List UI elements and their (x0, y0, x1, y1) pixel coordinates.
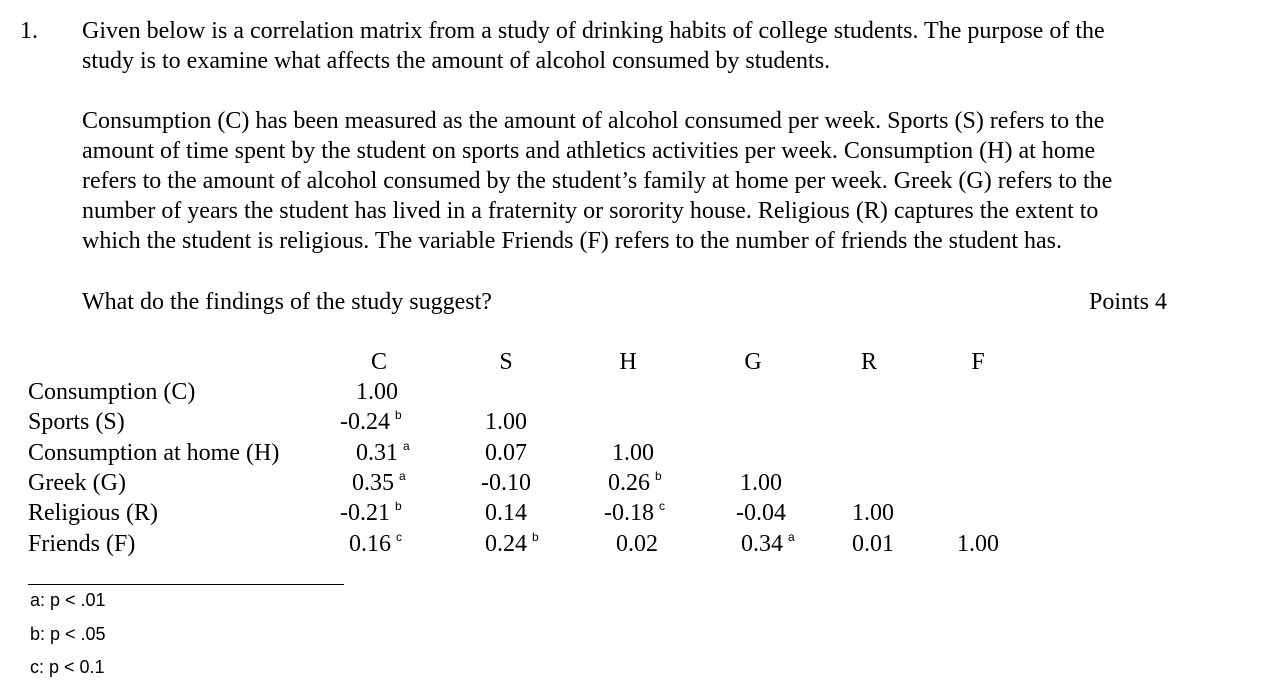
matrix-cell (340, 498, 402, 531)
row-label: Consumption at home (H) (28, 439, 280, 466)
matrix-cell (349, 529, 402, 562)
matrix-cell (852, 498, 894, 528)
cell-value: 1.00 (957, 530, 999, 557)
definition-line: amount of time spent by the student on sports and athletics activities per week. Consumption (H) at home (82, 138, 1096, 164)
definition-line: number of years the student has lived in a fraternity or sorority house. Religious (R) captures the extent to (82, 198, 1099, 224)
cell-value: 0.26 (608, 469, 650, 496)
column-header-s: S (499, 349, 513, 375)
matrix-cell (957, 529, 999, 559)
row-label: Religious (R) (28, 500, 158, 527)
matrix-cell (481, 468, 531, 498)
matrix-cell (612, 438, 654, 468)
cell-value: 0.34 (741, 530, 783, 557)
cell-value: 1.00 (356, 379, 398, 405)
column-header-h: H (619, 349, 637, 375)
definition-line: which the student is religious. The variable Friends (F) refers to the number of friends the student has. (82, 228, 1062, 254)
row-label: Friends (F) (28, 530, 136, 557)
matrix-cell (736, 498, 786, 528)
significance-marker: b (532, 529, 539, 544)
cell-value: -0.18 (604, 500, 654, 527)
column-header-c: C (370, 349, 388, 375)
points-label: Points 4 (1089, 289, 1168, 315)
column-header-g: G (744, 349, 762, 375)
significance-marker: a (399, 468, 406, 483)
definition-line: refers to the amount of alcohol consumed by the student’s family at home per week. Greek (G) refers to the (82, 168, 1113, 194)
row-label: Greek (G) (28, 469, 126, 496)
matrix-cell (852, 529, 894, 559)
cell-value: -0.10 (481, 469, 531, 496)
cell-value: 0.14 (485, 500, 527, 527)
significance-marker: b (395, 408, 402, 423)
matrix-cell (741, 529, 795, 562)
matrix-cell (356, 377, 398, 407)
significance-marker: a (788, 529, 795, 544)
cell-value: 0.07 (485, 439, 527, 466)
column-header-r: R (860, 349, 878, 375)
column-header-f: F (971, 349, 985, 375)
cell-value: 0.01 (852, 530, 894, 557)
significance-marker: b (655, 468, 662, 483)
matrix-cell (608, 468, 662, 501)
cell-value: -0.21 (340, 500, 390, 527)
footnote-c: c: p < 0.1 (30, 657, 105, 677)
cell-value: 1.00 (740, 469, 782, 496)
matrix-cell (485, 438, 527, 468)
matrix-cell (740, 468, 782, 498)
matrix-cell (604, 498, 665, 531)
matrix-cell (485, 498, 527, 528)
significance-marker: a (403, 438, 410, 453)
question-prompt: What do the findings of the study suggest? (82, 289, 492, 315)
cell-value: 0.24 (485, 530, 527, 557)
cell-value: 1.00 (612, 439, 654, 466)
matrix-cell (485, 529, 539, 562)
row-label: Sports (S) (28, 409, 125, 436)
footnote-divider (28, 584, 344, 585)
cell-value: 0.31 (356, 439, 398, 466)
matrix-cell (340, 407, 402, 440)
cell-value: 1.00 (485, 409, 527, 436)
cell-value: 0.35 (352, 469, 394, 496)
cell-value: 0.16 (349, 530, 391, 557)
significance-marker: c (659, 499, 665, 514)
intro-line: Given below is a correlation matrix from a study of drinking habits of college students. The purpose of the (82, 18, 1105, 44)
cell-value: 1.00 (852, 500, 894, 527)
row-label: Consumption (C) (28, 379, 196, 405)
question-number: 1. (20, 18, 38, 44)
footnote-a: a: p < .01 (30, 590, 106, 610)
matrix-cell (352, 468, 406, 501)
cell-value: 0.02 (616, 530, 658, 557)
matrix-cell (485, 407, 527, 437)
significance-marker: c (396, 529, 402, 544)
cell-value: -0.04 (736, 500, 786, 527)
matrix-cell (356, 438, 410, 471)
significance-marker: b (395, 499, 402, 514)
matrix-cell (616, 529, 658, 559)
cell-value: -0.24 (340, 409, 390, 436)
intro-line: study is to examine what affects the amount of alcohol consumed by students. (82, 48, 831, 74)
footnote-b: b: p < .05 (30, 624, 106, 644)
definition-line: Consumption (C) has been measured as the amount of alcohol consumed per week. Sports (S) refers to the (82, 108, 1105, 134)
